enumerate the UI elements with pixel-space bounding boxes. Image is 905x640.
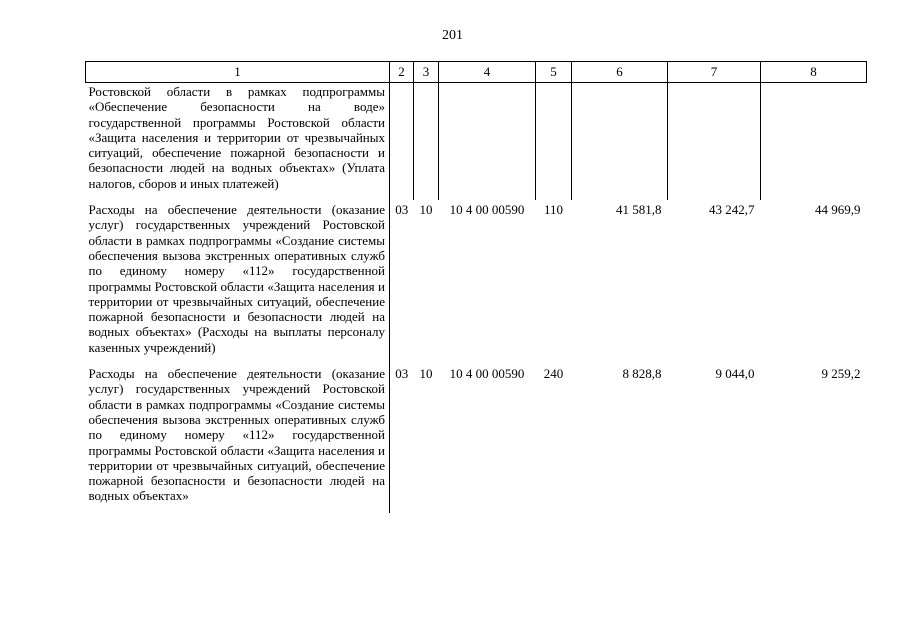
row-expense-type: 240 [543,366,564,382]
header-row [86,62,867,83]
column-header-5: 5 [536,62,572,83]
row-description: Ростовской области в рамках подпрограммы «Обеспечение безопасности на воде» государственной программы Ростовской области «Защита населения и территории от чрезвычайных ситуаций, обеспечение пожарной безопасности и безопасности людей на водных объектах» (Уплата налогов, сборов и иных платежей) [86,83,390,201]
page-number: 201 [442,28,463,43]
row-expense-type: 110 [543,202,564,218]
column-header-7: 7 [668,62,761,83]
row-amount-1: 8 828,8 [622,366,662,382]
table-row [86,83,867,201]
table-header [86,62,867,83]
column-header-4: 4 [439,62,536,83]
row-section [390,83,414,201]
row-description: Расходы на обеспечение деятельности (оказание услуг) государственных учреждений Ростовской области в рамках подпрограммы «Создание системы обеспечения вызова экстренных оперативных служб по единому номеру «112» государственной программы Ростовской области «Защита населения и территории от чрезвычайных ситуаций, обеспечение пожарной безопасности и безопасности людей на водных объектах» (Расходы на выплаты персоналу казенных учреждений) [86,200,390,364]
row-target-article: 10 4 00 00590 [449,366,525,382]
budget-table [85,61,867,513]
row-amount-2 [668,83,761,201]
row-amount-1 [572,83,668,201]
row-subsection [414,83,439,201]
row-section: 03 [395,366,409,382]
row-amount-3: 44 969,9 [815,202,861,218]
table-row [86,364,867,513]
row-amount-2: 9 044,0 [715,366,755,382]
row-amount-2: 43 242,7 [709,202,755,218]
row-section: 03 [395,202,409,218]
table-row [86,200,867,364]
column-header-8: 8 [761,62,867,83]
column-header-2: 2 [390,62,414,83]
column-header-6: 6 [572,62,668,83]
row-amount-1: 41 581,8 [616,202,662,218]
table-body [86,83,867,513]
row-target-article [439,83,536,201]
column-header-3: 3 [414,62,439,83]
row-subsection: 10 [419,366,433,382]
row-target-article: 10 4 00 00590 [449,202,525,218]
column-header-1: 1 [86,62,390,83]
row-expense-type [536,83,572,201]
row-amount-3 [761,83,867,201]
row-description: Расходы на обеспечение деятельности (оказание услуг) государственных учреждений Ростовской области в рамках подпрограммы «Создание системы обеспечения вызова экстренных оперативных служб по единому номеру «112» государственной программы Ростовской области «Защита населения и территории от чрезвычайных ситуаций, обеспечение пожарной безопасности и безопасности людей на водных объектах» [86,364,390,513]
row-amount-3: 9 259,2 [821,366,861,382]
row-subsection: 10 [419,202,433,218]
